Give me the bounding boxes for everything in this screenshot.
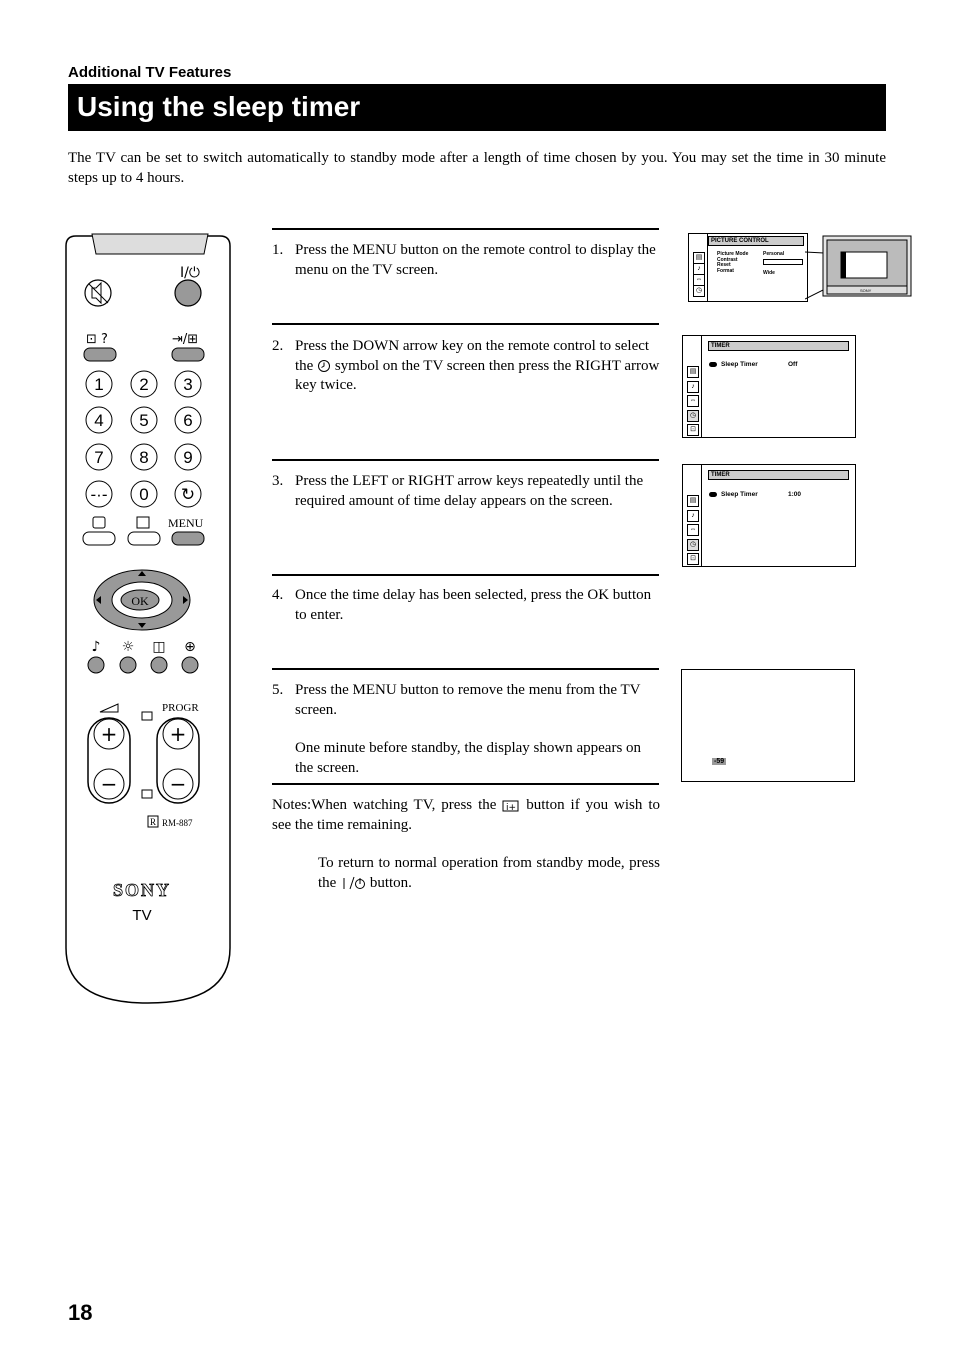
remote-control-illustration [62,228,234,1008]
timer-set-screen: ▤ ♪ ⇔ ◷ ⊡ TIMER Sleep Timer 1:00 [682,464,856,567]
remote-brand: SONY [112,880,172,900]
step-4: 4. Once the time delay has been selected, press the OK button to enter. [272,587,652,623]
remote-ok-label: OK [131,594,149,608]
svg-text:−: − [169,772,187,796]
key-8: 8 [139,448,149,467]
countdown-screen [681,669,855,782]
remote-progr-label: PROGR [162,702,199,714]
key-3: 3 [183,375,193,394]
svg-text:I/⏻: I/⏻ [180,265,200,281]
page-title: Using the sleep timer [77,91,361,122]
key-4: 4 [94,411,104,430]
key-9: 9 [183,448,193,467]
page-number: 18 [68,1300,93,1325]
key-0: 0 [139,485,149,504]
key-1: 1 [94,375,104,394]
power-button-icon [340,875,366,891]
notes: Notes:When watching TV, press the i+ button if you wish to see the time remaining. To return to normal operation from standby mode, press the button. [272,797,660,891]
picture-control-screen: ▤ ♪ ⇔ ◷ PICTURE CONTROL Picture Mode Contrast Reset Format Personal Wide [688,233,808,302]
svg-text:i+: i+ [506,802,517,813]
svg-text:R: R [150,817,157,827]
remote-model: RM-887 [162,818,193,828]
power-icon [175,280,201,306]
rule-3 [272,459,659,461]
info-button-icon [502,799,520,813]
countdown-value: -59 [714,758,725,765]
svg-text:⇥/⊞: ⇥/⊞ [172,332,199,347]
key-5: 5 [139,411,149,430]
svg-text:♪: ♪ [91,639,101,655]
rule-2 [272,323,659,325]
remote-tv-label: TV [132,907,152,924]
svg-text:◫: ◫ [152,639,166,655]
svg-text:☼: ☼ [121,639,135,655]
svg-text:⊕: ⊕ [184,639,196,655]
svg-text:+: + [100,722,118,746]
svg-text:+: + [169,722,187,746]
tv-set-illustration [805,232,913,300]
section-label: Additional TV Features [68,64,232,81]
intro-paragraph: The TV can be set to switch automatically to standby mode after a length of time chosen by you. You may set the time in 30 minute steps up to 4 hours. [68,150,886,186]
rule-4 [272,574,659,576]
timer-off-screen: ▤ ♪ ⇔ ◷ ⊡ TIMER Sleep Timer Off [682,335,856,438]
step-1: 1. Press the MENU button on the remote control to display the menu on the TV screen. [272,242,656,278]
svg-text:−: − [100,772,118,796]
step-5: 5. Press the MENU button to remove the menu from the TV screen. One minute before standby, the display shown appears on the screen. [272,682,642,776]
key-2: 2 [139,375,149,394]
rule-1 [272,228,659,230]
rule-6 [272,783,659,785]
rule-5 [272,668,659,670]
timer-clock-icon [317,359,331,373]
step-3: 3. Press the LEFT or RIGHT arrow keys repeatedly until the required amount of time delay appears on the screen. [272,473,644,509]
step-2: 2. Press the DOWN arrow key on the remote control to select the symbol on the TV screen then press the RIGHT arrow key twice. [272,338,660,393]
svg-text:↻: ↻ [180,485,196,504]
key-6: 6 [183,411,193,430]
remote-menu-label: MENU [168,516,204,530]
svg-text:SONY: SONY [860,288,872,293]
svg-text:-·-: -·- [90,485,108,504]
key-7: 7 [94,448,104,467]
svg-text:⊡ ?: ⊡ ? [86,332,108,347]
